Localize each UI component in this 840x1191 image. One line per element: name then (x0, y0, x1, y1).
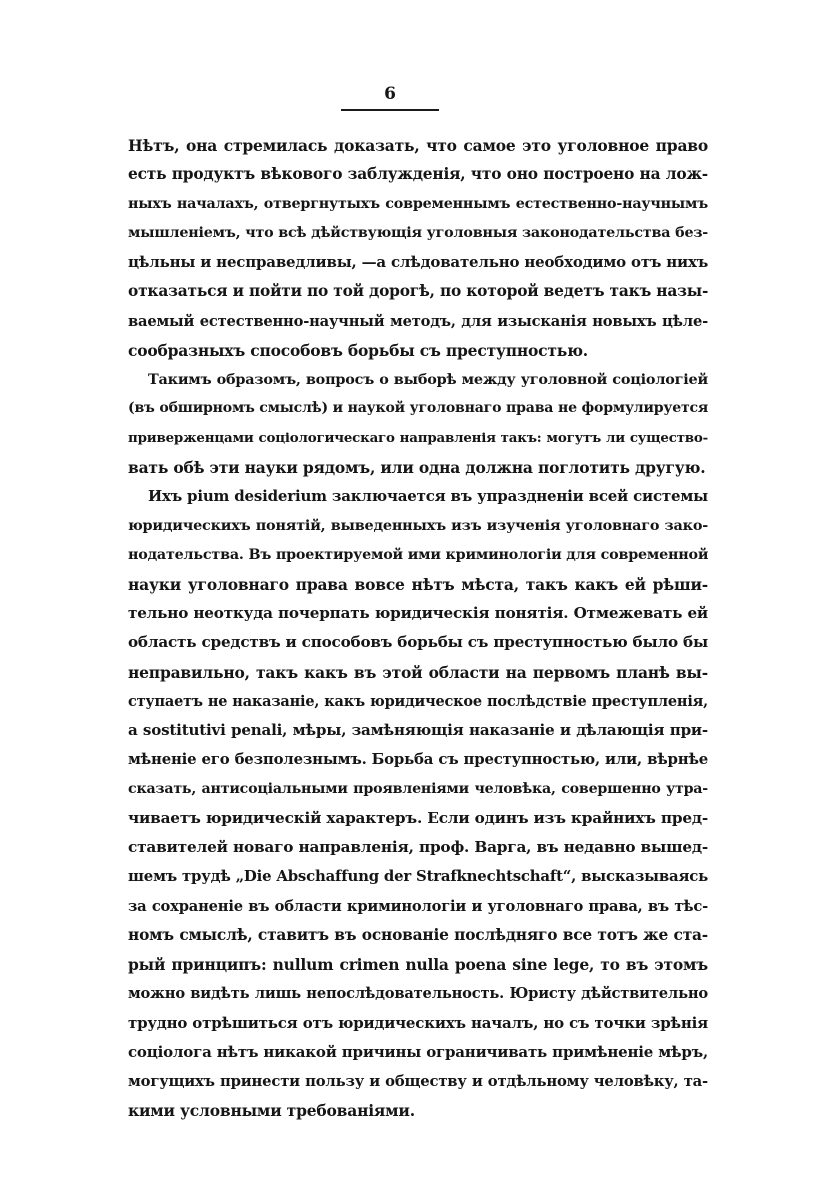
text-line: трудно отрѣшиться отъ юридическихъ началъ, но съ точки зрѣнія (128, 1013, 708, 1032)
text-line: рый принципъ: nullum crimen nulla poena sine lege, то въ этомъ (128, 955, 708, 974)
text-line: Ихъ pium desiderium заключается въ упраздненіи всей системы (148, 487, 708, 505)
text-line: соціолога нѣтъ никакой причины ограничивать примѣненіе мѣръ, (128, 1042, 708, 1061)
text-line: нодательства. Въ проектируемой ими криминологіи для современной (128, 546, 709, 563)
text-line: за сохраненіе въ области криминологіи и уголовнаго права, въ тѣс- (128, 897, 708, 915)
text-line: (въ обширномъ смыслѣ) и наукой уголовнаго права не формулируется (128, 400, 709, 417)
text-line: приверженцами соціологическаго направленія такъ: могутъ ли существо- (128, 429, 708, 446)
text-line: Такимъ образомъ, вопросъ о выборѣ между уголовной соціологіей (148, 371, 708, 388)
text-line: ныхъ началахъ, отвергнутыхъ современнымъ естественно-научнымъ (128, 195, 708, 212)
text-line: тельно неоткуда почерпать юридическія понятія. Отмежевать ей (128, 604, 708, 622)
text-line: можно видѣть лишь непослѣдовательность. Юристу дѣйствительно (128, 985, 708, 1003)
text-line: шемъ трудѣ „Die Abschaffung der Strafknechtschaft“, высказываясь (128, 867, 709, 886)
text-line: цѣльны и несправедливы, —а слѣдовательно необходимо отъ нихъ (128, 253, 708, 271)
page-number: 6 (384, 84, 396, 104)
text-line: юридическихъ понятій, выведенныхъ изъ изученія уголовнаго зако- (128, 517, 708, 535)
header-rule (341, 109, 439, 111)
text-line: кими условными требованіями. (128, 1101, 415, 1121)
text-line: чиваетъ юридическій характеръ. Если одинъ изъ крайнихъ пред- (128, 808, 708, 827)
text-line: ставителей новаго направленія, проф. Варга, въ недавно вышед- (128, 838, 708, 856)
body-text (128, 131, 708, 1126)
text-line: сообразныхъ способовъ борьбы съ преступностью. (128, 340, 588, 360)
text-line: есть продуктъ вѣкового заблужденія, что оно построено на лож- (128, 165, 708, 184)
text-line: мышленіемъ, что всѣ дѣйствующія уголовныя законодательства без- (128, 224, 709, 241)
text-line: науки уголовнаго права вовсе нѣтъ мѣста, такъ какъ ей рѣши- (128, 574, 708, 594)
text-line: номъ смыслѣ, ставитъ въ основаніе послѣдняго все тотъ же ста- (128, 925, 708, 944)
text-line: a sostitutivi penali, мѣры, замѣняющія наказаніе и дѣлающія при- (128, 721, 708, 739)
text-line: сказать, антисоціальными проявленіями человѣка, совершенно утра- (128, 780, 708, 797)
text-line: область средствъ и способовъ борьбы съ преступностью было бы (128, 633, 708, 652)
text-line: отказаться и пойти по той дорогѣ, по которой ведетъ такъ назы- (128, 282, 709, 301)
text-line: могущихъ принести пользу и обществу и отдѣльному человѣку, та- (128, 1073, 708, 1090)
text-line: мѣненіе его безполезнымъ. Борьба съ преступностью, или, вѣрнѣе (128, 750, 708, 769)
text-line: ваемый естественно-научный методъ, для изысканія новыхъ цѣле- (128, 312, 708, 330)
text-line: ступаетъ не наказаніе, какъ юридическое послѣдствіе преступленія, (128, 692, 708, 710)
text-line: Нѣтъ, она стремилась доказать, что самое это уголовное право (128, 136, 708, 155)
text-line: вать обѣ эти науки рядомъ, или одна должна поглотить другую. (128, 457, 706, 477)
text-line: неправильно, такъ какъ въ этой области на первомъ планѣ вы- (128, 662, 708, 682)
